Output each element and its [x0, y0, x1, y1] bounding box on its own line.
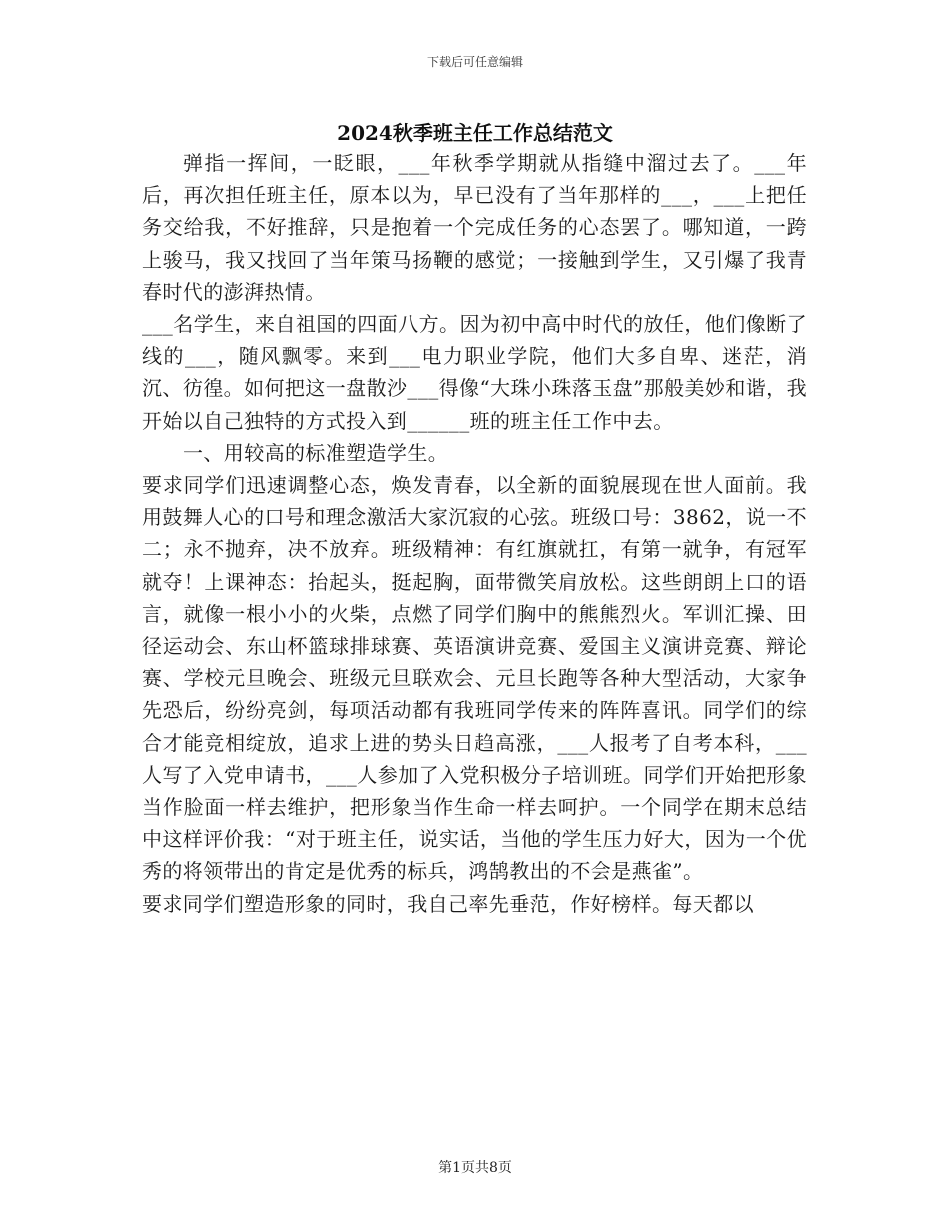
section-heading-1: 一、用较高的标准塑造学生。 [183, 440, 449, 465]
page-number: 第1页共8页 [438, 1160, 512, 1176]
paragraph-example: 要求同学们塑造形象的同时，我自己率先垂范，作好榜样。每天都以 [142, 891, 754, 916]
paragraph-intro: 弹指一挥间，一眨眼，___年秋季学期就从指缝中溜过去了。___年后，再次担任班主任，原本以为，早已没有了当年那样的___，___上把任务交给我，不好推辞，只是抱着一个完成任务的心态罢了。哪知道，一跨上骏马，我又找回了当年策马扬鞭的感觉；一接触到学生，又引爆了我青春时代的澎湃热情。 [142, 151, 807, 304]
paragraph-students: ___名学生，来自祖国的四面八方。因为初中高中时代的放任，他们像断了线的___，随风飘零。来到___电力职业学院，他们大多自卑、迷茫，消沉、彷徨。如何把这一盘散沙___得像“大珠小珠落玉盘”那般美妙和谐，我开始以自己独特的方式投入到______班的班主任工作中去。 [142, 312, 807, 433]
paragraph-standards: 要求同学们迅速调整心态，焕发青春，以全新的面貌展现在世人面前。我用鼓舞人心的口号和理念激活大家沉寂的心弦。班级口号：3862，说一不二；永不抛弃，决不放弃。班级精神：有红旗就扛，有第一就争，有冠军就夺！上课神态：抬起头，挺起胸，面带微笑肩放松。这些朗朗上口的语言，就像一根小小的火柴，点燃了同学们胸中的熊熊烈火。军训汇操、田径运动会、东山杯篮球排球赛、英语演讲竞赛、爱国主义演讲竞赛、辩论赛、学校元旦晚会、班级元旦联欢会、元旦长跑等各种大型活动，大家争先恐后，纷纷亮剑，每项活动都有我班同学传来的阵阵喜讯。同学们的综合才能竞相绽放，追求上进的势头日趋高涨，___人报考了自考本科，___人写了入党申请书，___人参加了入党积极分子培训班。同学们开始把形象当作脸面一样去维护，把形象当作生命一样去呵护。一个同学在期末总结中这样评价我：“对于班主任，说实话，当他的学生压力好大，因为一个优秀的将领带出的肯定是优秀的标兵，鸿鹄教出的不会是燕雀”。 [142, 473, 807, 884]
document-body [142, 147, 807, 920]
document-title: 2024秋季班主任工作总结范文 [337, 121, 613, 145]
header-note: 下载后可任意编辑 [426, 55, 523, 69]
